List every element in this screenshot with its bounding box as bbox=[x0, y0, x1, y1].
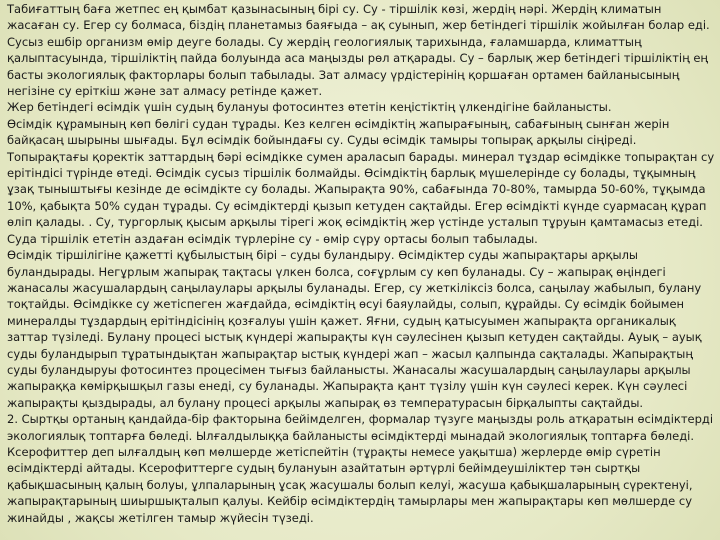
paragraph-evaporation-space: Жер бетіндегі өсімдік үшін судың булануы фотосинтез өтетін кеңістіктің үлкендігіне байланысты. bbox=[7, 100, 612, 115]
paragraph-intro: Табиғаттың баға жетпес ең қымбат қазынасының бірі су. Су - тіршілік көзі, жердің нәрі. Жердің климатын жасаған су. Егер су болмаса, біздің планетамыз баяғыда – ақ суынып, жер бетіндегі тіршілік жойылған болар еді. Сусыз ешбір организм өмір деуге болады. Су жердің геологиялық тарихында, ғаламшарда, климаттың қалыптасуында, тіршіліктің пайда болуында аса маңызды рөл атқарады. Су – барлық жер бетіндегі тіршіліктің ең басты экологиялық факторлары болып табылады. Зат алмасу үрдістерінің қоршаған ортамен байланысының негізіне су еріткіш және зат алмасу ретінде қажет. bbox=[7, 2, 710, 99]
paragraph-xerophytes: Ксерофиттер деп ылғалдың көп мөлшерде жетіспейтін (тұрақты немесе уақытша) жерлерде өмір сүретін өсімдіктерді айтады. Ксерофиттерге судың булануын азайтатын әртүрлі бейімдеушіліктер тән сыртқы қабықшасының қалың болуы, ұлпаларының ұсақ жасушалы болып келуі, жасуша қабықшаларының сүректенуі, жапырақтарының шиыршықталып қалуы. Кейбір өсімдіктердің тамырлары мен жапырақтары көп мөлшерде су жинайды , жақсы жетілген тамыр жүйесін түзеді. bbox=[7, 444, 693, 525]
paragraph-transpiration: Өсімдік тіршілігіне қажетті құбылыстың бірі – суды буландыру. Өсімдіктер суды жапырақтары арқылы буландырады. Негұрлым жапырақ тақтасы үлкен болса, соғұрлым су көп буланады. Су – жапырақ өңіндегі жанасалы жасушалардың саңылаулары арқылы буланады. Егер, су жеткіліксіз болса, саңылау жабылып, булану тоқтайды. Өсімдікке су жетіспеген жағдайда, өсімдіктің өсуі баяулайды, солып, құрайды. Су өсімдік бойымен минералды тұздардың ерітіндісінің қозғалуы үшін қажет. Яғни, судың қатысуымен жапырақта органикалық заттар түзіледі. Булану процесі ыстық күндері жапырақты күн сәулесінен қызып кетуден сақтайды. Ауық – ауық суды буландырып тұратындықтан жапырақтар ыстық күндері жап – жасыл қалпында сақталады. Жапырақтың суды буландыруы фотосинтез процесімен тығыз байланысты. Жанасалы жасушалардың саңылаулары арқылы жапыраққа көмірқышқыл газы енеді, су буланады. Жапырақта қант түзілу үшін күн сәулесі керек. Күн сәулесі жапырақты қыздырады, ал булану процесі арқылы жапырақ өз температурасын бірқалыпты сақтайды. bbox=[7, 248, 702, 410]
paragraph-ecological-groups: 2. Сыртқы ортаның қандайда-бір факторына бейімделген, формалар түзуге маңызды роль атқаратын өсімдіктерді экологиялық топтарға бөледі. Ылғалдылыққа байланысты өсімдіктерді мынадай экологиялық топтарға бөледі. bbox=[7, 412, 714, 443]
paragraph-plant-water: Өсімдік құрамының көп бөлігі судан тұрады. Кез келген өсімдіктің жапырағының, сабағының сынған жерін байқасаң шырыны шығады. Бұл өсімдік бойындағы су. Суды өсімдік тамыры топырақ арқылы сіңіреді. Топырақтағы қоректік заттардың бәрі өсімдікке сумен араласып барады. минерал тұздар өсімдікке топырақтан су ерітіндісі түрінде өтеді. Өсімдік сусыз тіршілік болмайды. Өсімдіктің барлық мүшелерінде су болады, тұқымның ұзақ тыныштығы кезінде де өсімдікте су болады. Жапырақта 90%, сабағында 70-80%, тамырда 50-60%, тұқымда 10%, қабықта 50% судан тұрады. Су өсімдіктерді қызып кетуден сақтайды. Егер өсімдікті күнде суармасаң құрап өліп қалады. . Су, тургорлық қысым арқылы тірегі жоқ өсімдіктің жер үстінде усталып тұруын қамтамасыз етеді. Суда тіршілік ететін аздаған өсімдік түрлеріне су - өмір сүру ортасы болып табылады. bbox=[7, 116, 715, 246]
